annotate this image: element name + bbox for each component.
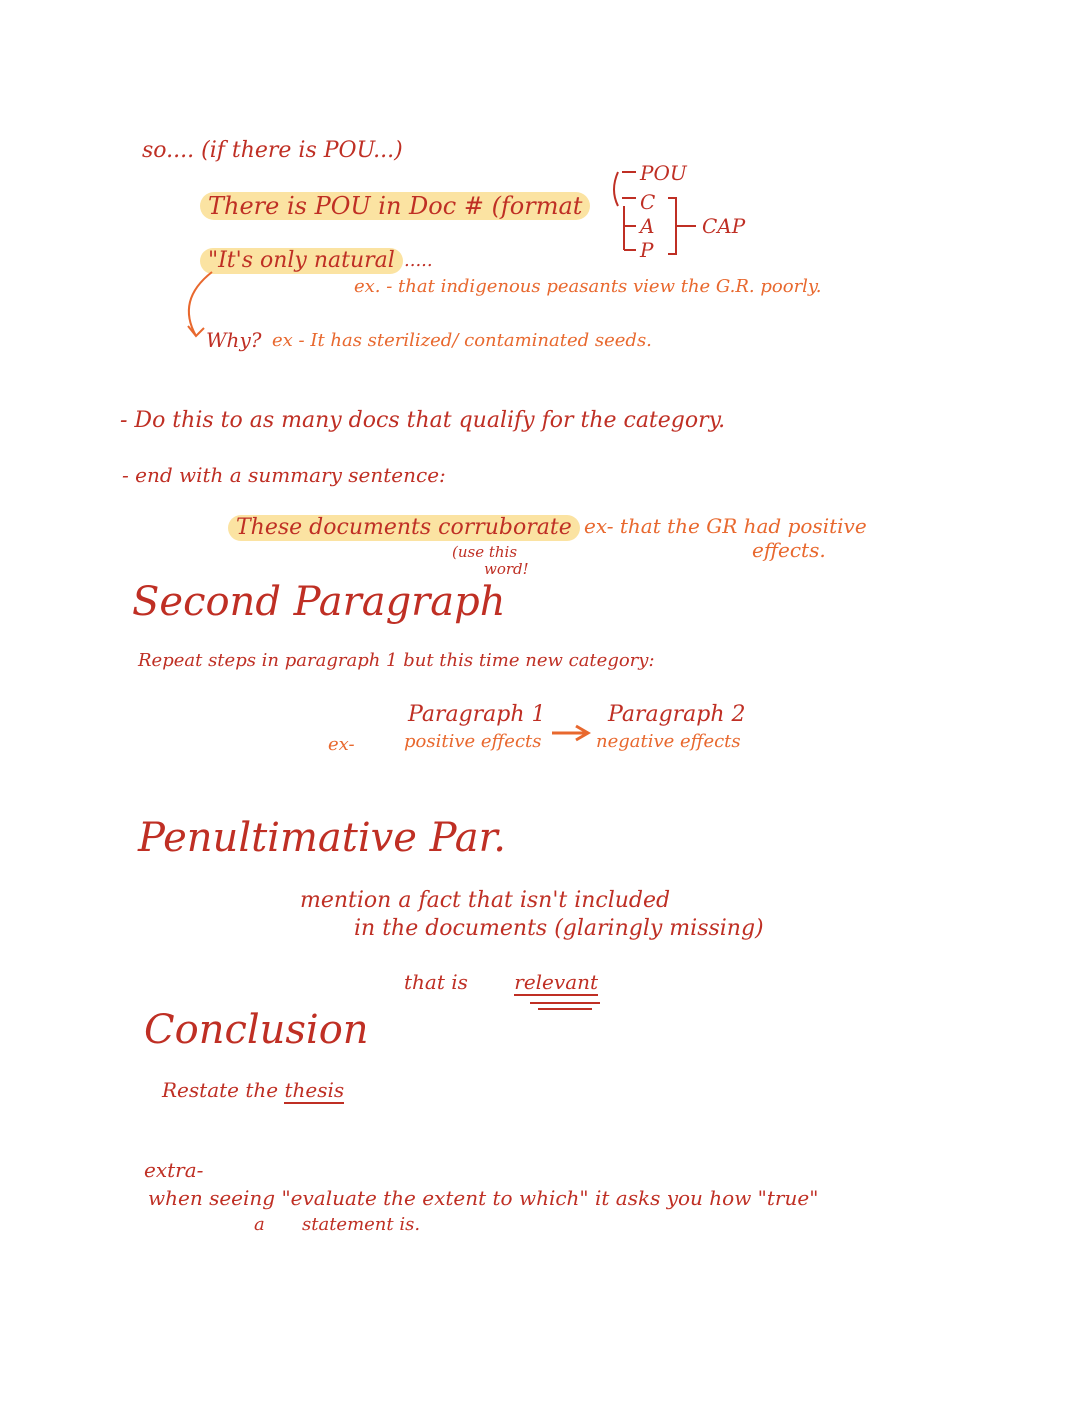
penultimate-heading: Penultimative Par. (138, 815, 507, 861)
format-text: (format (491, 192, 583, 220)
penultimate-line2: in the documents (glaringly missing) (354, 916, 764, 941)
tree-cap: CAP (702, 214, 746, 238)
summary-highlight: These documents corruborate (228, 515, 580, 541)
summary-example-line1: ex- that the GR had positive (584, 514, 867, 538)
paragraph2-desc: negative effects (596, 731, 741, 752)
relevant-extra-underline (530, 1003, 600, 1009)
pou-in-doc-text: POU in Doc # (314, 192, 484, 220)
tree-pou: POU (640, 161, 687, 185)
paragraph1-title: Paragraph 1 (408, 702, 546, 727)
paragraph1-desc: positive effects (404, 731, 542, 752)
why-curve-arrow (189, 272, 212, 336)
example-natural: ex. - that indigenous peasants view the G.R. poorly. (354, 276, 822, 297)
why-label: Why? (206, 328, 262, 352)
do-this-instruction: - Do this to as many docs that qualify for the category. (120, 408, 726, 433)
conclusion-heading: Conclusion (144, 1007, 369, 1053)
its-only-natural-highlight: "It's only natural (200, 248, 403, 274)
tree-p: P (640, 238, 654, 262)
intro-lead: so.... (if there is POU...) (142, 138, 403, 163)
use-word-note-line2: word! (484, 560, 529, 578)
restate-text: Restate the (162, 1078, 279, 1102)
cap-bracket (668, 198, 696, 254)
thesis-word: thesis (284, 1078, 345, 1102)
tree-bracket-stroke (614, 172, 618, 206)
why-arrow-head (188, 326, 204, 336)
relevant-word: relevant (514, 970, 599, 994)
summary-example-line2: effects. (752, 538, 826, 562)
natural-dots: ..... (404, 250, 433, 271)
extra-line1: when seeing "evaluate the extent to which" it asks you how "true" (148, 1186, 819, 1210)
second-paragraph-heading: Second Paragraph (132, 579, 506, 625)
paragraph2-title: Paragraph 2 (608, 702, 746, 727)
ex-label: ex- (328, 734, 355, 755)
extra-line2-rest: statement is. (302, 1214, 421, 1235)
extra-line2-a: a (254, 1214, 265, 1235)
repeat-steps-text: Repeat steps in paragraph 1 but this time new category: (138, 650, 655, 671)
extra-label: extra- (144, 1158, 204, 1182)
there-is-text: There is (208, 192, 307, 220)
end-with-instruction: - end with a summary sentence: (122, 463, 446, 487)
tree-a: A (640, 214, 655, 238)
that-is-text: that is (404, 970, 468, 994)
example-why: ex - It has sterilized/ contaminated seeds. (272, 330, 652, 351)
use-word-note-line1: (use this (452, 543, 518, 561)
penultimate-line1: mention a fact that isn't included (300, 888, 671, 913)
tree-c: C (640, 190, 656, 214)
tree-arrow-ap (624, 206, 636, 250)
